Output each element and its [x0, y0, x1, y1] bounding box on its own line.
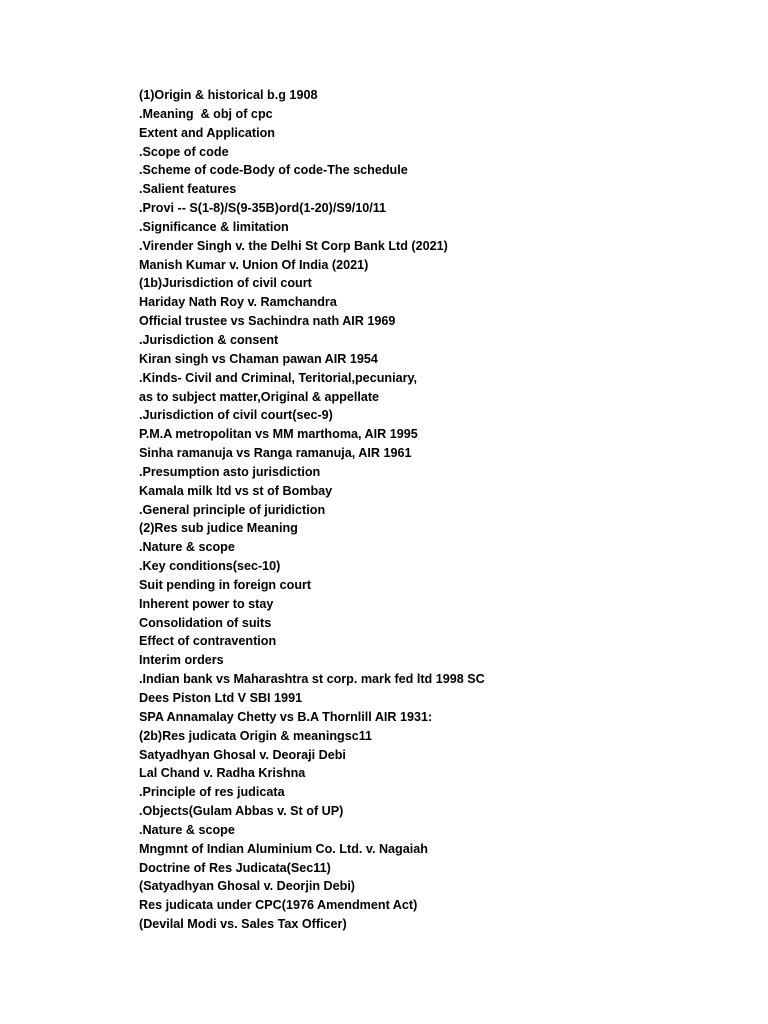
text-line: as to subject matter,Original & appellate	[139, 389, 380, 404]
text-line: Inherent power to stay	[139, 596, 274, 611]
text-line: .Principle of res judicata	[139, 785, 285, 800]
text-line: Suit pending in foreign court	[139, 577, 312, 592]
text-line: Official trustee vs Sachindra nath AIR 1969	[139, 314, 396, 329]
text-line: Hariday Nath Roy v. Ramchandra	[139, 295, 337, 310]
text-line: Doctrine of Res Judicata(Sec11)	[139, 860, 331, 875]
text-line: .Provi -- S(1-8)/S(9-35B)ord(1-20)/S9/10/11	[139, 201, 387, 216]
text-line: Extent and Application	[139, 125, 275, 140]
text-line: .Objects(Gulam Abbas v. St of UP)	[139, 804, 344, 819]
text-line: (1)Origin & historical b.g 1908	[139, 88, 318, 102]
text-line: (Devilal Modi vs. Sales Tax Officer)	[139, 917, 347, 932]
notes-text-block	[139, 86, 485, 934]
text-line: .Significance & limitation	[139, 219, 289, 234]
text-line: Sinha ramanuja vs Ranga ramanuja, AIR 1961	[139, 446, 412, 461]
text-line: (2b)Res judicata Origin & meaningsc11	[139, 728, 373, 743]
text-line: Lal Chand v. Radha Krishna	[139, 766, 306, 781]
text-line: (Satyadhyan Ghosal v. Deorjin Debi)	[139, 879, 356, 894]
text-line: .Jurisdiction & consent	[139, 332, 279, 347]
text-line: (1b)Jurisdiction of civil court	[139, 276, 312, 291]
text-line: .Meaning & obj of cpc	[139, 106, 273, 121]
text-line: .Scope of code	[139, 144, 229, 159]
text-line: Kiran singh vs Chaman pawan AIR 1954	[139, 351, 378, 366]
text-line: Interim orders	[139, 653, 224, 668]
text-line: .Nature & scope	[139, 540, 235, 555]
text-line: (2)Res sub judice Meaning	[139, 521, 298, 536]
text-line: Satyadhyan Ghosal v. Deoraji Debi	[139, 747, 346, 762]
text-line: .Salient features	[139, 182, 237, 197]
text-line: Kamala milk ltd vs st of Bombay	[139, 483, 333, 498]
text-line: .General principle of juridiction	[139, 502, 326, 517]
text-line: Manish Kumar v. Union Of India (2021)	[139, 257, 369, 272]
text-line: Dees Piston Ltd V SBI 1991	[139, 691, 303, 705]
text-line: .Kinds- Civil and Criminal, Teritorial,pecuniary,	[139, 370, 418, 385]
text-line: Mngmnt of Indian Aluminium Co. Ltd. v. Nagaiah	[139, 841, 428, 856]
text-line: .Scheme of code-Body of code-The schedule	[139, 163, 408, 178]
text-line: .Nature & scope	[139, 822, 235, 837]
text-line: .Key conditions(sec-10)	[139, 559, 281, 574]
text-line: P.M.A metropolitan vs MM marthoma, AIR 1995	[139, 427, 418, 442]
text-line: .Presumption asto jurisdiction	[139, 464, 321, 479]
text-line: Consolidation of suits	[139, 615, 272, 630]
text-line: Res judicata under CPC(1976 Amendment Act)	[139, 898, 418, 913]
text-line: Effect of contravention	[139, 634, 277, 649]
text-line: .Virender Singh v. the Delhi St Corp Bank Ltd (2021)	[139, 238, 448, 253]
text-line: .Indian bank vs Maharashtra st corp. mark fed ltd 1998 SC	[139, 672, 485, 687]
text-line: SPA Annamalay Chetty vs B.A Thornlill AIR 1931:	[139, 709, 433, 724]
text-line: .Jurisdiction of civil court(sec-9)	[139, 408, 333, 423]
